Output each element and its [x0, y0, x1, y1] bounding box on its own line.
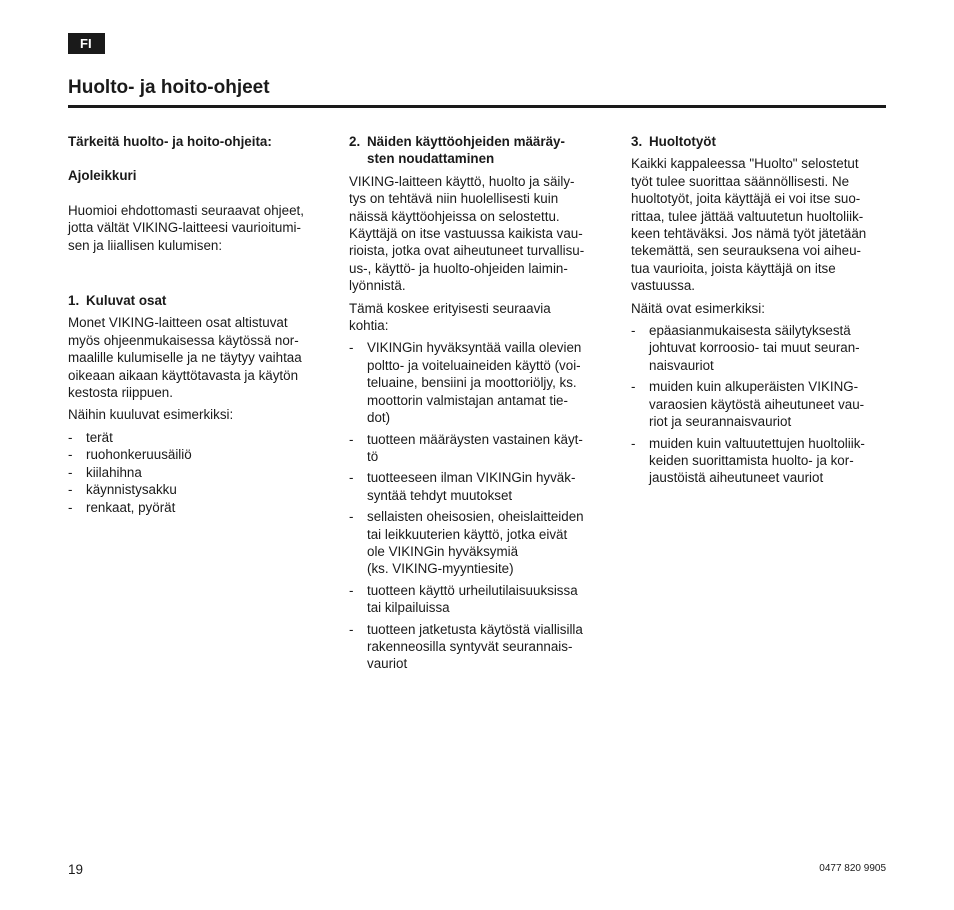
list-item: - tuotteen käyttö urheilutilaisuuksissa tai kilpailuissa: [349, 582, 578, 616]
section2-heading: [349, 133, 607, 168]
section1-number: 1.: [68, 293, 80, 309]
list-item: - ruohonkeruusäiliö: [68, 447, 192, 463]
list-item: - sellaisten oheisosien, oheislaitteiden tai leikkuuterien käyttö, jotka eivät ole VIKINGin hyväksymiä (ks. VIKING-myyntiesite): [349, 509, 584, 577]
section2-title: Näiden käyttöohjeiden määräy- sten noudattaminen: [367, 134, 565, 167]
section3-heading: [631, 133, 889, 150]
section2-number: 2.: [349, 134, 361, 149]
list-item: - terät: [68, 429, 113, 445]
column-3: [631, 133, 889, 487]
title-divider: [68, 105, 886, 108]
list-item: - epäasianmukaisesta säilytyksestä johtuvat korroosio- tai muut seuran- naisvauriot: [631, 323, 860, 373]
list-item: - kiilahihna: [68, 464, 142, 480]
section1-title: Kuluvat osat: [86, 293, 167, 309]
examples-label: Näihin kuuluvat esimerkiksi:: [68, 407, 234, 423]
section3-number: 3.: [631, 134, 643, 149]
damage-list: [631, 322, 889, 487]
page-title: Huolto- ja hoito-ohjeet: [68, 77, 270, 98]
section3-para1: Kaikki kappaleessa "Huolto" selostetut työt tulee suorittaa säännöllisesti. Ne huoltotyöt, joita käyttäjä ei voi itse suo- rittaa, tulee jättää valtuutetun huoltoliik- keen tehtäväksi. Jos nämä työt jätetään tekemättä, sen seurauksena voi aiheu- tua vaurioita, joista käyttäjä on itse vastuussa.: [631, 156, 867, 294]
list-item: - renkaat, pyörät: [68, 499, 176, 515]
section1-heading: [68, 292, 326, 309]
page-number: 19: [68, 862, 84, 877]
col1-intro: Huomioi ehdottomasti seuraavat ohjeet, jotta vältät VIKING-laitteesi vaurioitumi- sen ja liiallisen kulumisen:: [68, 202, 304, 253]
list-item: - VIKINGin hyväksyntää vailla olevien poltto- ja voiteluaineiden käyttö (voi- teluaine, bensiini ja moottoriöljy, ks. moottorin valmistajan antamat tie- dot): [349, 340, 582, 426]
list-item: - käynnistysakku: [68, 482, 177, 498]
column-1: [68, 133, 326, 516]
wear-parts-list: [68, 429, 326, 516]
section2-para1: VIKING-laitteen käyttö, huolto ja säily- tys on tehtävä niin huolellisesti kuin näissä käyttöohjeissa on selostettu. Käyttäjä on itse vastuussa kaikista vau- rioista, jotka ovat aiheutuneet turvallisu- us-, käyttö- ja huolto-ohjeiden laimin- lyönnistä.: [349, 173, 585, 294]
section3-para2: Näitä ovat esimerkiksi:: [631, 300, 765, 316]
list-item: - muiden kuin valtuutettujen huoltoliik- keiden suorittamista huolto- ja kor- jaustöistä aiheutuneet vauriot: [631, 435, 865, 486]
column-2: [349, 133, 607, 673]
col1-subheading: Ajoleikkuri: [68, 168, 137, 184]
section2-para2: Tämä koskee erityisesti seuraavia kohtia:: [349, 300, 551, 334]
section3-title: Huoltotyöt: [649, 134, 716, 149]
list-item: - muiden kuin alkuperäisten VIKING- varaosien käytöstä aiheutuneet vau- riot ja seurannaisvauriot: [631, 379, 865, 430]
section1-text: Monet VIKING-laitteen osat altistuvat myös ohjeenmukaisessa käytössä nor- maalille kulumiselle ja ne täytyy vaihtaa oikeaan aikaan käyttötavasta ja käytön kestosta riippuen.: [68, 315, 302, 401]
document-code: 0477 820 9905: [819, 863, 886, 874]
responsibility-list: [349, 339, 607, 672]
list-item: - tuotteen jatketusta käytöstä viallisilla rakenneosilla syntyvät seurannais- vauriot: [349, 621, 583, 672]
language-badge: FI: [68, 33, 105, 54]
list-item: - tuotteen määräysten vastainen käyt- tö: [349, 431, 583, 464]
list-item: - tuotteeseen ilman VIKINGin hyväk- syntää tehdyt muutokset: [349, 470, 576, 503]
col1-heading: Tärkeitä huolto- ja hoito-ohjeita:: [68, 134, 272, 149]
